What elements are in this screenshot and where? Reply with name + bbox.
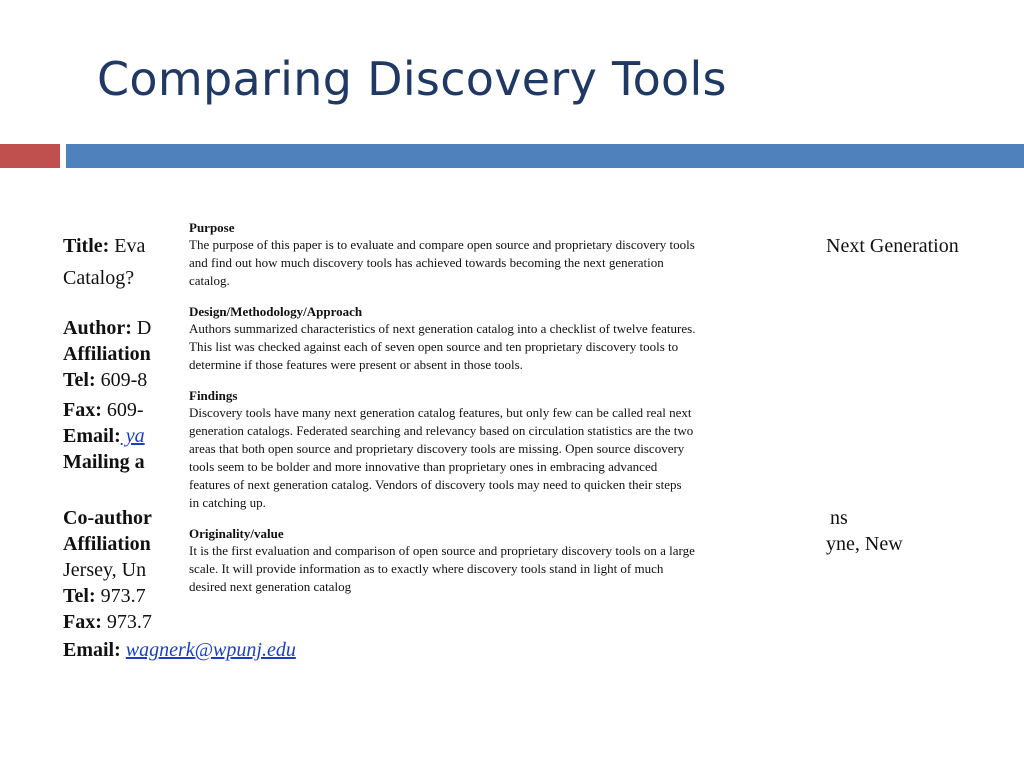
coauthor-fax-line: Fax: 973.7	[63, 611, 152, 633]
section-heading: Purpose	[189, 220, 235, 235]
email-line: Email: ya	[63, 425, 145, 447]
section-body: Discovery tools have many next generation catalog features, but only few can be called real next generation catalogs. Federated searching and relevancy based on circulation statistics are the two areas that both open source and proprietary discovery tools are missing. Open source discovery tools seem to be bolder and more innovative than proprietary ones in embracing advanced features of next generation catalog. Vendors of discovery tools may need to quicken their steps in catching up.	[189, 405, 694, 510]
title-line: Title: Eva	[63, 235, 146, 257]
tel-line: Tel: 609-8	[63, 369, 148, 391]
coauthor-affiliation-line: Affiliation	[63, 533, 151, 555]
coauthor-fragment-right: ns	[830, 507, 848, 529]
section-heading: Originality/value	[189, 526, 284, 541]
coauthor-email-link[interactable]: wagnerk@wpunj.edu	[125, 639, 296, 661]
abstract-section-methodology	[189, 303, 807, 374]
coauthor-tel-line: Tel: 973.7	[63, 585, 146, 607]
mailing-address-line: Mailing a	[63, 451, 145, 473]
title-fragment-right: Next Generation	[826, 235, 959, 257]
abstract-section-purpose	[189, 219, 807, 290]
section-body: It is the first evaluation and comparison of open source and proprietary discovery tools on a large scale. It will provide information as to exactly where discovery tools stand in light of much desired next generation catalog	[189, 543, 695, 594]
section-body: Authors summarized characteristics of next generation catalog into a checklist of twelve features. This list was checked against each of seven open source and ten proprietary discovery tools to determine if those features were present or absent in those tools.	[189, 321, 696, 372]
section-body: The purpose of this paper is to evaluate and compare open source and proprietary discovery tools and find out how much discovery tools has achieved towards becoming the next generation catalog.	[189, 237, 695, 288]
coauthor-line: Co-author	[63, 507, 152, 529]
slide-title: Comparing Discovery Tools	[97, 52, 727, 106]
author-line: Author: D	[63, 317, 152, 339]
section-heading: Design/Methodology/Approach	[189, 304, 363, 319]
coauthor-location-line: Jersey, Un	[63, 559, 147, 581]
coauthor-email-line: Email: wagnerk@wpunj.edu	[63, 639, 296, 661]
section-heading: Findings	[189, 388, 238, 403]
affiliation-line: Affiliation	[63, 343, 151, 365]
abstract-section-findings	[189, 387, 807, 512]
fax-line: Fax: 609-	[63, 399, 144, 421]
abstract-overlay	[183, 216, 813, 616]
title-line-continued: Catalog?	[63, 267, 135, 289]
abstract-section-originality	[189, 525, 807, 596]
affiliation-fragment-right: yne, New	[826, 533, 903, 555]
